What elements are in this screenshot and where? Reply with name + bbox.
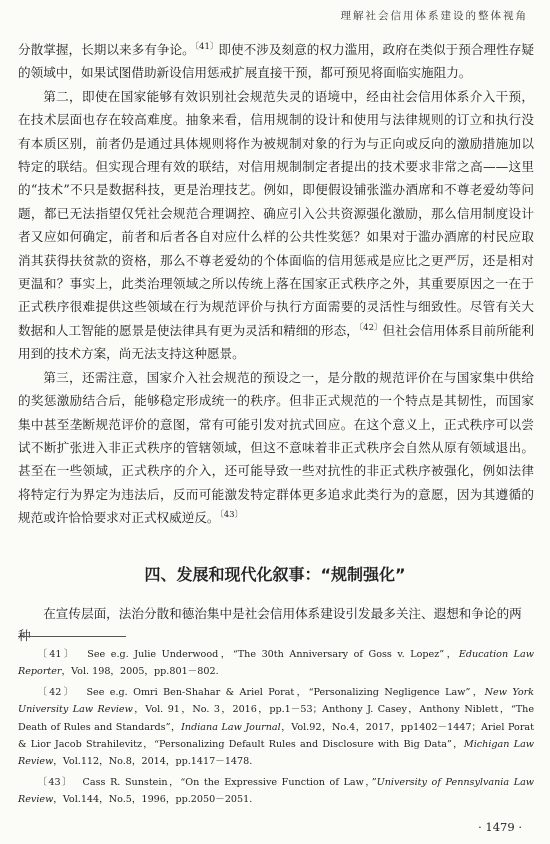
footnote-43: 〔43〕 Cass R. Sunstein，“On the Expressive Function of Law，”University of Pennsylvania Law Review，Vol.144，No.5，1996，pp.2050－2051. bbox=[18, 776, 535, 806]
citation-43: 〔43〕 bbox=[219, 509, 244, 520]
section-heading: 四、发展和现代化叙事：“规制强化” bbox=[144, 565, 406, 584]
paragraph-2: 第二，即使在国家能够有效识别社会规范失灵的语境中，经由社会信用体系介入干预，在技术层面也存在较高难度。抽象来看，信用规制的设计和使用与法律规则的订立和执行没有本质区别，前者仍是通过具体规则将作为被规制对象的行为与正向或反向的激励措施加以特定的联结。但实现合理有效的联结，对信用规制制定者提出的技术要求非常之高——这里的“技术”不只是数据科技，更是治理技艺。例如，即便假设铺张滥办酒席和不尊老爱幼等问题，都已无法指望仅凭社会规范合理调控、确应引入公共资源强化激励，那么信用制度设计者又应如何确定，前者和后者各自对应什么样的公共性奖惩？如果对于滥办酒席的村民应取消其获得扶贫款的资格，那么不尊老爱幼的个体面临的信用惩戒是应比之更严厉，还是相对更温和？事实上，此类治理领域之所以传统上落在国家正式秩序之外，其重要原因之一在于正式秩序很难提供这些领域在行为规范评价与执行方面需要的灵活性与细致性。尽管有关大数据和人工智能的愿景是使法律具有更为灵活和精细的形态，$^{〔42〕}$但社会信用体系目前所能利用到的技术方案，尚无法支持这种愿景。 bbox=[18, 88, 535, 362]
footnote-divider bbox=[18, 636, 126, 637]
footnote-41: 〔41〕 See e.g. Julie Underwood，“The 30th Anniversary of Goss v. Lopez”，Education Law Reporter，Vol. 198，2005，pp.801－802. bbox=[18, 649, 534, 678]
running-head: 理解社会信用体系建设的整体视角 bbox=[340, 10, 528, 22]
citation-42: 〔42〕 bbox=[358, 322, 383, 333]
paragraph-3: 第三，还需注意，国家介入社会规范的预设之一，是分散的规范评价在与国家集中供给的奖惩激励结合后，能够稳定形成统一的秩序。但非正式规范的一个特点是其韧性，而国家集中甚至垄断规范评价的意图，常有可能引发对抗式回应。在这个意义上，正式秩序可以尝试不断扩张进入非正式秩序的管辖领域，但这不意味着非正式秩序会自然从原有领域退出。甚至在一些领域，正式秩序的介入，还可能导致一些对抗性的非正式秩序被强化，例如法律将特定行为界定为违法后，反而可能激发特定群体更多追求此类行为的意愿，因为其遵循的规范或许恰恰要求对正式权威逆反。$^{〔43〕}$ bbox=[18, 369, 534, 526]
footnote-42: 〔42〕 See e.g. Omri Ben-Shahar & Ariel Porat，“Personalizing Negligence Law”，New York University Law Review，Vol. 91，No. 3，2016，pp.1－53；Anthony J. Casey，Anthony Niblett，“The Death of Rules and Standards”，Indiana Law Journal，Vol.92，No.4，2017，pp1402－1447；Ariel Porat & Lior Jacob Strahilevitz，“Personalizing Default Rules and Disclosure with Big Data”，Michigan Law Review，Vol.112，No.8，2014，pp.1417－1478. bbox=[18, 686, 535, 768]
paragraph-4: 在宣传层面，法治分散和德治集中是社会信用体系建设引发最多关注、遐想和争论的两种 bbox=[18, 606, 522, 643]
body-text bbox=[18, 38, 534, 530]
footnotes bbox=[18, 646, 534, 809]
citation-41: 〔41〕 bbox=[194, 41, 219, 52]
paragraph-1: 分散掌握，长期以来多有争论。$^{〔41〕}$即使不涉及刻意的权力滥用，政府在类似于预合理性存疑的领域中，如果试图借助新设信用惩戒扩展直接干预，都可预见将面临实施阻力。 bbox=[18, 41, 535, 81]
page-number: · 1479 · bbox=[478, 820, 522, 834]
